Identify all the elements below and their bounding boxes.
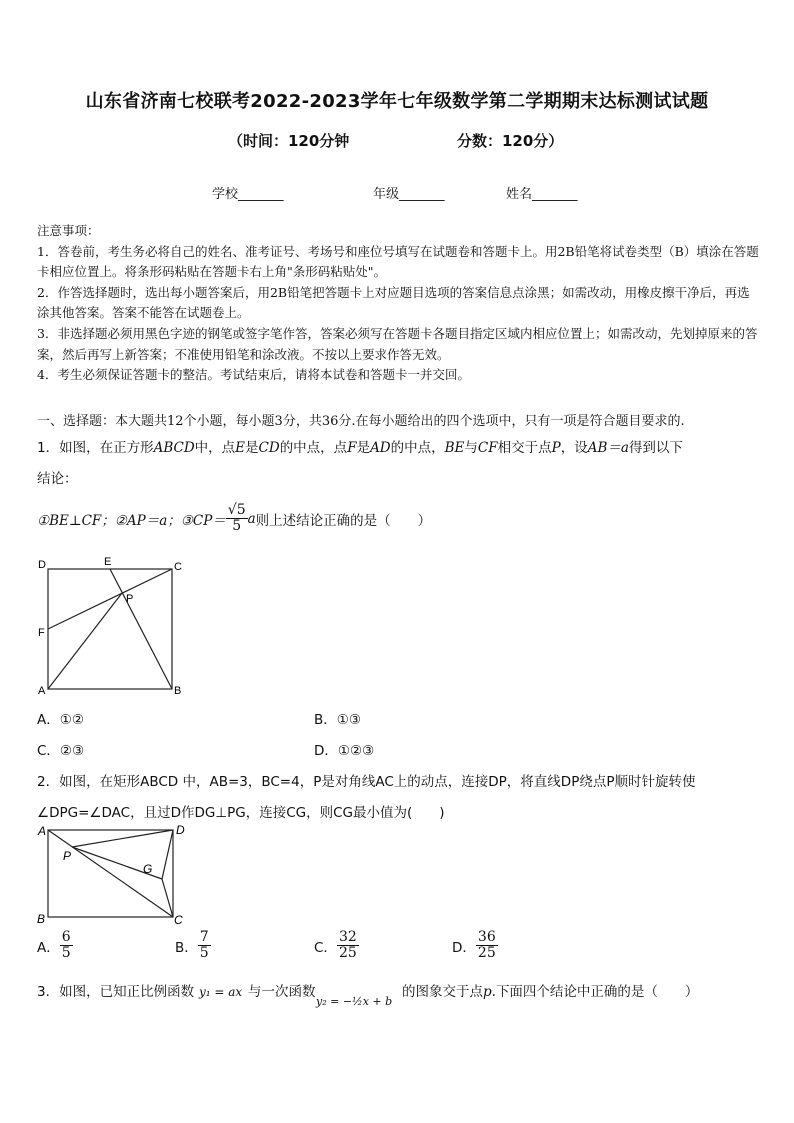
note-item: 2．作答选择题时，选出每小题答案后，用2B铅笔把答题卡上对应题目选项的答案信息点涂黑；如需改动，用橡皮擦干净后，再选涂其他答案。答案不能答在试题卷上。 [37, 284, 750, 321]
q1-option-d[interactable]: D．①②③ [314, 743, 375, 759]
diagonal-ac [48, 830, 173, 917]
notes-heading: 注意事项： [37, 223, 100, 238]
q1-figure [34, 556, 194, 698]
note-item: 1．答卷前，考生务必将自己的姓名、准考证号、考场号和座位号填写在试题卷和答题卡上。用2B铅笔将试卷类型（B）填涂在答题卡相应位置上。将条形码粘贴在答题卡右上角"条形码粘贴处"。 [37, 243, 759, 280]
q2-figure [34, 822, 194, 928]
q3-stem-c: 的图象交于点p.下面四个结论中正确的是（ ） [402, 984, 699, 1000]
q2-option-a[interactable]: A． $\frac{6}{5}$ [37, 929, 71, 962]
label-g: G [143, 862, 153, 876]
label-b: B [174, 685, 182, 697]
school-field: 学校_______ [212, 187, 284, 202]
q3-stem-a: 3．如图，已知正比例函数 [37, 984, 195, 1000]
notes-block [37, 221, 759, 386]
grade-field: 年级_______ [373, 187, 445, 202]
q1-option-a[interactable]: A．①② [37, 712, 84, 728]
q2-option-c[interactable]: C． $\frac{32}{25}$ [314, 929, 357, 962]
note-item: 4．考生必须保证答题卡的整洁。考试结束后，请将本试卷和答题卡一并交回。 [37, 367, 470, 383]
label-p: P [63, 849, 72, 863]
label-f: F [38, 627, 45, 639]
segment-dg [162, 830, 173, 879]
label-d: D [176, 823, 185, 837]
section-heading: 一、选择题：本大题共12个小题，每小题3分，共36分.在每小题给出的四个选项中，只有一项是符合题目要求的. [37, 414, 685, 429]
q2-stem-line2: ∠DPG=∠DAC，且过D作DG⊥PG，连接CG，则CG最小值为( ) [37, 805, 445, 821]
exam-score: 分数：120分） [457, 132, 564, 150]
q1-option-c[interactable]: C．②③ [37, 743, 85, 759]
q2-option-b[interactable]: B． $\frac{7}{5}$ [175, 929, 209, 962]
segment-cg [162, 879, 173, 917]
q1-stem: 1．如图，在正方形ABCD中，点E是CD的中点，点F是AD的中点，BE与CF相交于点P，设AB＝a得到以下 [37, 440, 683, 456]
segment-be [110, 569, 172, 689]
exam-time: （时间：120分钟 [228, 132, 350, 150]
segment-cf [48, 569, 172, 629]
q1-conclusions: ①BE⊥CF； ②AP＝a； ③CP＝ $\frac{√5}{5}$ a 则上述结论正确的是（ ） [37, 502, 432, 535]
label-a: A [38, 824, 47, 838]
label-b: B [37, 912, 46, 926]
label-e: E [104, 556, 112, 568]
name-field: 姓名_______ [506, 187, 578, 202]
q1-stem-line2: 结论： [37, 471, 78, 487]
label-c: C [174, 913, 183, 927]
label-a: A [38, 685, 46, 697]
label-d: D [38, 559, 46, 571]
q2-stem: 2．如图，在矩形ABCD 中，AB=3，BC=4，P是对角线AC上的动点，连接DP，将直线DP绕点P顺时针旋转使 [37, 774, 696, 790]
note-item: 3．非选择题必须用黑色字迹的钢笔或签字笔作答，答案必须写在答题卡各题目指定区域内相应位置上；如需改动，先划掉原来的答案，然后再写上新答案；不准使用铅笔和涂改液。不按以上要求作答无效。 [37, 325, 758, 362]
label-p: P [126, 593, 134, 605]
square-abcd [48, 569, 172, 689]
q3-formula-2: y₂ = −½x + b [316, 995, 393, 1008]
label-c: C [174, 561, 182, 573]
q1-fraction: $\frac{√5}{5}$ [227, 502, 246, 535]
q3-formula-1: y₁ = ax [199, 985, 243, 999]
q1-option-b[interactable]: B．①③ [314, 712, 361, 728]
q3-stem-b: 与一次函数 [248, 984, 316, 1000]
page-title: 山东省济南七校联考2022-2023学年七年级数学第二学期期末达标测试试题 [85, 91, 709, 112]
q2-option-d[interactable]: D． $\frac{36}{25}$ [452, 929, 496, 962]
segment-dp [72, 830, 173, 847]
segment-ap [48, 593, 122, 689]
